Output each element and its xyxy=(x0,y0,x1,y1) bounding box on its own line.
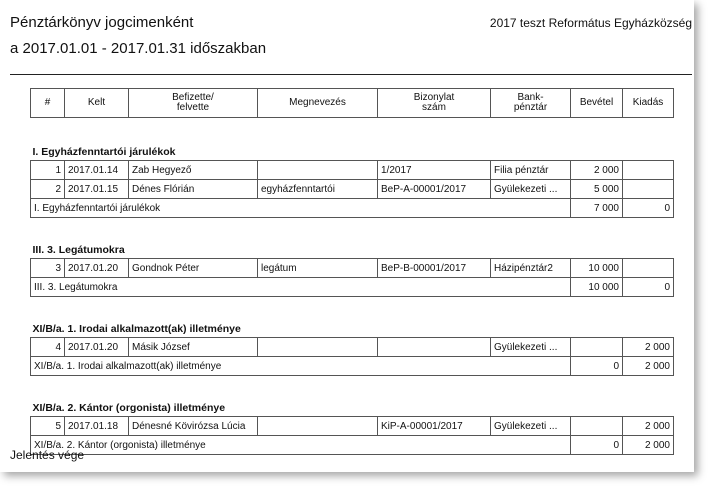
row-desc xyxy=(258,338,378,357)
section-total-expense: 2 000 xyxy=(623,436,674,455)
section-title: XI/B/a. 2. Kántor (orgonista) illetménye xyxy=(32,402,226,414)
row-doc: KiP-A-00001/2017 xyxy=(378,417,491,436)
section-total-row xyxy=(31,199,674,218)
table-row xyxy=(31,338,674,357)
section-total-row xyxy=(31,357,674,376)
section-total-income: 0 xyxy=(571,436,623,455)
row-num: 4 xyxy=(31,338,65,357)
col-header-payer: Befizette/ felvette xyxy=(129,89,258,118)
row-expense xyxy=(623,180,674,199)
col-header-num: # xyxy=(31,89,65,118)
col-header-desc: Megnevezés xyxy=(258,89,378,118)
row-desc xyxy=(258,417,378,436)
table-row xyxy=(31,259,674,278)
row-payer: Zab Hegyező xyxy=(129,161,258,180)
row-expense: 2 000 xyxy=(623,338,674,357)
col-header-doc: Bizonylat szám xyxy=(378,89,491,118)
row-date: 2017.01.14 xyxy=(65,161,129,180)
row-cashdesk: Filia pénztár xyxy=(491,161,571,180)
row-desc: egyházfenntartói xyxy=(258,180,378,199)
report-end-text: Jelentés vége xyxy=(10,448,85,462)
section-total-label: XI/B/a. 2. Kántor (orgonista) illetménye xyxy=(31,436,571,455)
row-payer: Gondnok Péter xyxy=(129,259,258,278)
row-doc xyxy=(378,338,491,357)
row-date: 2017.01.15 xyxy=(65,180,129,199)
row-income: 2 000 xyxy=(571,161,623,180)
header-divider xyxy=(10,74,692,75)
row-expense xyxy=(623,161,674,180)
row-desc xyxy=(258,161,378,180)
section-title: I. Egyházfenntartói járulékok xyxy=(32,146,176,158)
report-period: a 2017.01.01 - 2017.01.31 időszakban xyxy=(10,40,267,57)
section-total-row xyxy=(31,278,674,297)
row-expense: 2 000 xyxy=(623,417,674,436)
row-income xyxy=(571,338,623,357)
cashbook-table xyxy=(30,88,674,455)
row-payer: Másik József xyxy=(129,338,258,357)
row-income: 10 000 xyxy=(571,259,623,278)
row-desc: legátum xyxy=(258,259,378,278)
row-income: 5 000 xyxy=(571,180,623,199)
section-total-label: XI/B/a. 1. Irodai alkalmazott(ak) illetménye xyxy=(31,357,571,376)
section-title: XI/B/a. 1. Irodai alkalmazott(ak) illetménye xyxy=(32,323,241,335)
row-cashdesk: Gyülekezeti ... xyxy=(491,338,571,357)
row-cashdesk: Házipénztár2 xyxy=(491,259,571,278)
row-doc: BeP-A-00001/2017 xyxy=(378,180,491,199)
col-header-date: Kelt xyxy=(65,89,129,118)
table-row xyxy=(31,161,674,180)
row-num: 3 xyxy=(31,259,65,278)
row-doc: 1/2017 xyxy=(378,161,491,180)
row-expense xyxy=(623,259,674,278)
section-total-row xyxy=(31,436,674,455)
row-cashdesk: Gyülekezeti ... xyxy=(491,180,571,199)
organization-name: 2017 teszt Református Egyházközség xyxy=(489,16,692,30)
table-row xyxy=(31,180,674,199)
row-date: 2017.01.18 xyxy=(65,417,129,436)
col-header-expense: Kiadás xyxy=(623,89,674,118)
row-date: 2017.01.20 xyxy=(65,259,129,278)
row-num: 5 xyxy=(31,417,65,436)
section-total-income: 7 000 xyxy=(571,199,623,218)
report-title: Pénztárkönyv jogcimenként xyxy=(10,14,194,31)
row-payer: Dénes Flórián xyxy=(129,180,258,199)
row-cashdesk: Gyülekezeti ... xyxy=(491,417,571,436)
row-num: 2 xyxy=(31,180,65,199)
section-total-label: III. 3. Legátumokra xyxy=(31,278,571,297)
row-date: 2017.01.20 xyxy=(65,338,129,357)
table-row xyxy=(31,417,674,436)
col-header-cashdesk: Bank- pénztár xyxy=(491,89,571,118)
section-total-expense: 0 xyxy=(623,199,674,218)
row-payer: Dénesné Kövirózsa Lúcia xyxy=(129,417,258,436)
table-header-row xyxy=(31,89,674,118)
row-doc: BeP-B-00001/2017 xyxy=(378,259,491,278)
section-total-label: I. Egyházfenntartói járulékok xyxy=(31,199,571,218)
section-total-expense: 0 xyxy=(623,278,674,297)
col-header-income: Bevétel xyxy=(571,89,623,118)
section-total-income: 10 000 xyxy=(571,278,623,297)
row-income xyxy=(571,417,623,436)
section-total-income: 0 xyxy=(571,357,623,376)
section-total-expense: 2 000 xyxy=(623,357,674,376)
row-num: 1 xyxy=(31,161,65,180)
section-title: III. 3. Legátumokra xyxy=(32,244,125,256)
